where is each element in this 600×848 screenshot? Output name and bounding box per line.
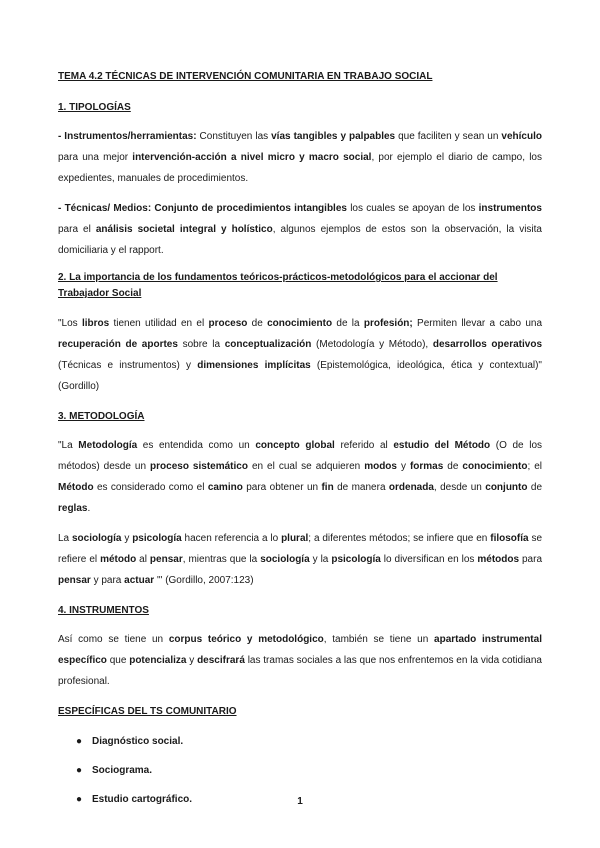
paragraph-sociologia: La sociología y psicología hacen referencia a lo plural; a diferentes métodos; se infiere que en filosofía se refiere el método al pensar, mientras que la sociología y la psicología lo diversifican en los métodos para pensar y para actuar "' (Gordillo, 2007:123) (58, 533, 543, 586)
paragraph-instrumentos: - Instrumentos/herramientas: Constituyen las vías tangibles y palpables que faciliten y sean un vehículo para una mejor intervención-acción a nivel micro y macro social, por ejemplo el diario de campo, los expedientes, manuales de procedimientos. (58, 131, 542, 184)
bullet-list (58, 734, 542, 821)
bullet-icon: ● (76, 736, 83, 747)
list-item: ● Diagnóstico social. (58, 734, 542, 763)
document-title: TEMA 4.2 TÉCNICAS DE INTERVENCIÓN COMUNITARIA EN TRABAJO SOCIAL (58, 71, 433, 82)
page-number: 1 (297, 796, 303, 807)
list-item: ● Sociograma. (58, 763, 542, 792)
bullet-icon: ● (76, 794, 83, 805)
section-heading-metodologia: 3. METODOLOGÍA (58, 411, 145, 422)
section-heading-especificas: ESPECÍFICAS DEL TS COMUNITARIO (58, 706, 237, 717)
paragraph-tecnicas: - Técnicas/ Medios: Conjunto de procedimientos intangibles los cuales se apoyan de los instrumentos para el análisis societal integral y holístico, algunos ejemplos de estos son la observación, la visita domiciliaria y el rapport. (58, 203, 542, 256)
paragraph-metodologia-quote: "La Metodología es entendida como un concepto global referido al estudio del Método (O de los métodos) desde un proceso sistemático en el cual se adquieren modos y formas de conocimiento; el Método es considerado como el camino para obtener un fin de manera ordenada, desde un conjunto de reglas. (58, 440, 543, 514)
document-body (58, 66, 542, 821)
section-heading-instrumentos: 4. INSTRUMENTOS (58, 605, 149, 616)
paragraph-libros-quote: "Los libros tienen utilidad en el proceso de conocimiento de la profesión; Permiten llevar a cabo una recuperación de aportes sobre la conceptualización (Metodología y Método), desarrollos operativos (Técnicas e instrumentos) y dimensiones implícitas (Epistemológica, ideológica, ética y contextual)" (Gordillo) (58, 318, 543, 392)
bullet-icon: ● (76, 765, 83, 776)
section-heading-importancia: 2. La importancia de los fundamentos teóricos-prácticos-metodológicos para el accionar del Trabajador Social (58, 272, 498, 299)
section-heading-tipologias: 1. TIPOLOGÍAS (58, 102, 131, 113)
paragraph-instrumentos-corpus: Así como se tiene un corpus teórico y metodológico, también se tiene un apartado instrumental específico que potencializa y descifrará las tramas sociales a las que nos enfrentemos en la vida cotidiana profesional. (58, 634, 542, 687)
list-item: ● Estudio cartográfico. (58, 792, 542, 821)
